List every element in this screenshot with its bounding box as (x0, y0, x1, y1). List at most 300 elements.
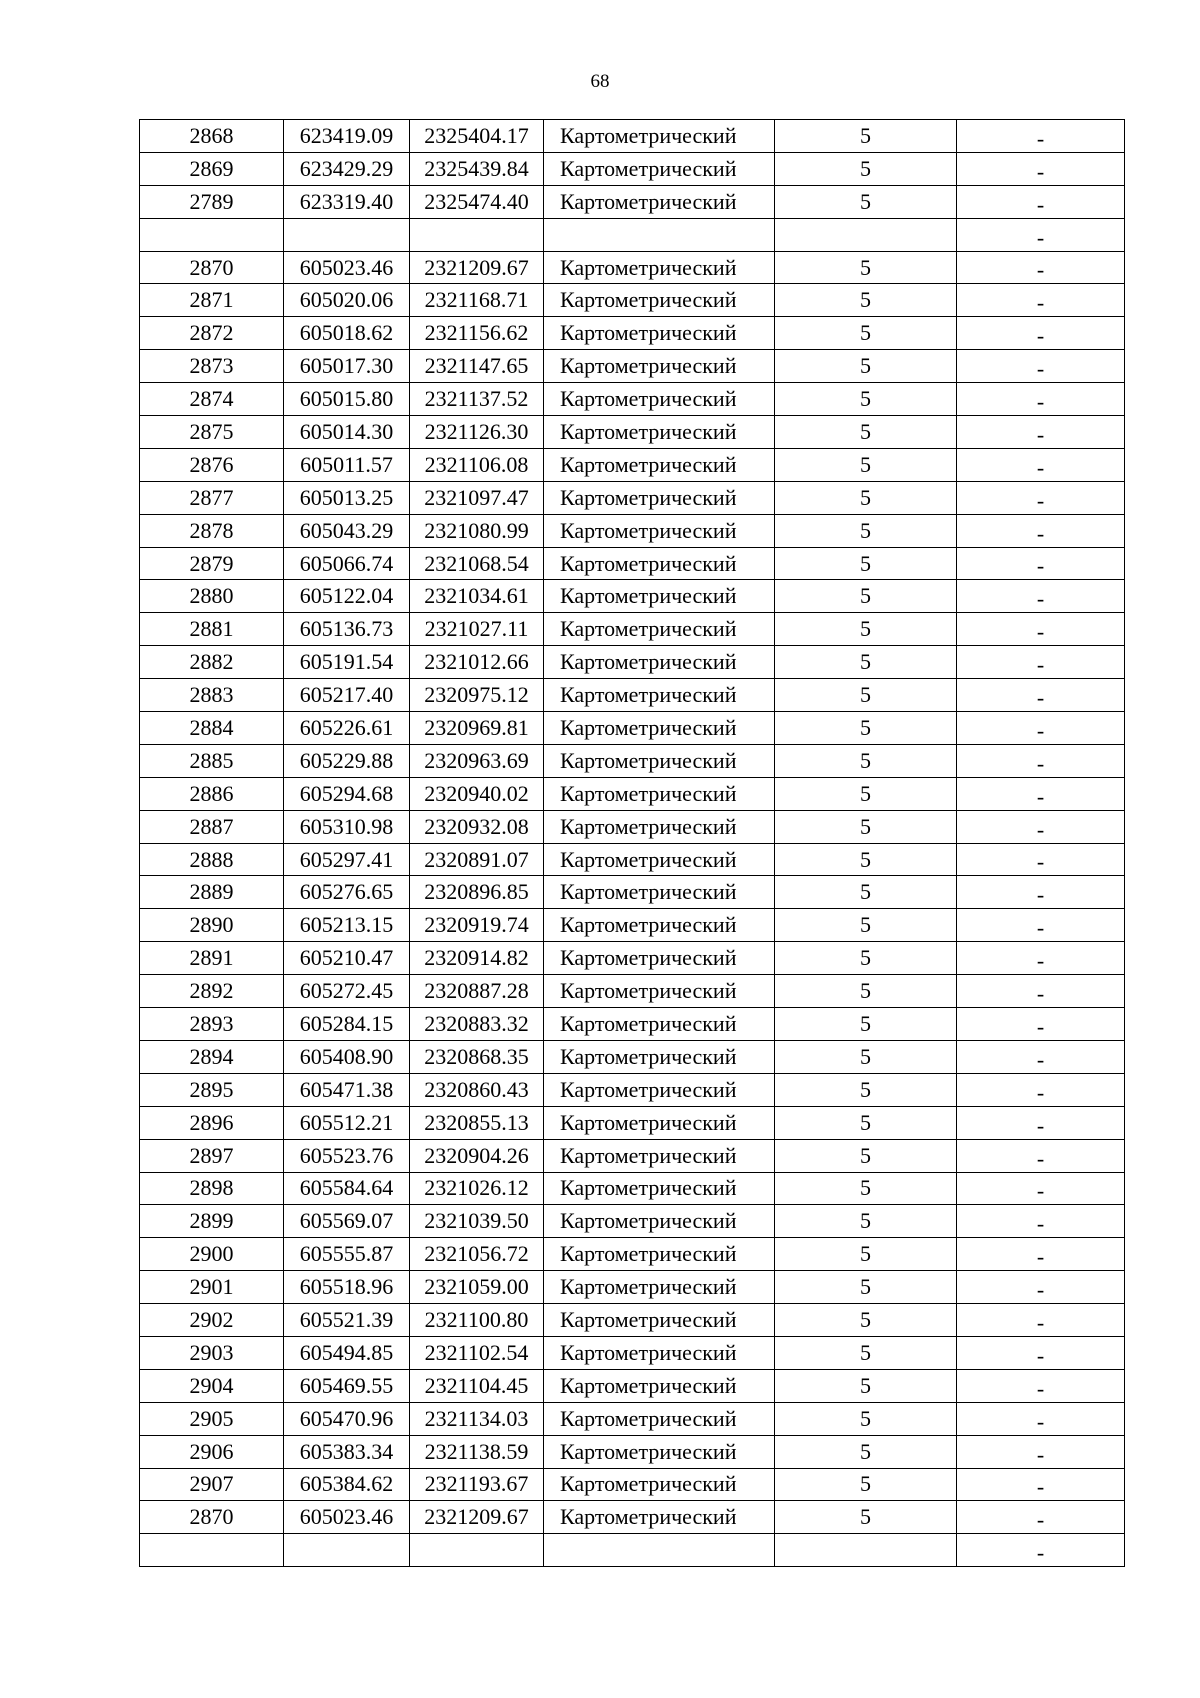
accuracy-cell: 5 (775, 448, 957, 481)
accuracy-cell: 5 (775, 1238, 957, 1271)
accuracy-cell: 5 (775, 810, 957, 843)
method-cell: Картометрический (544, 613, 775, 646)
note-cell: - (957, 1369, 1125, 1402)
table-row (140, 1106, 1125, 1139)
point-number-cell: 2900 (140, 1238, 284, 1271)
table-row (140, 218, 1125, 251)
table-row (140, 416, 1125, 449)
accuracy-cell: 5 (775, 350, 957, 383)
accuracy-cell: 5 (775, 383, 957, 416)
table-row (140, 744, 1125, 777)
x-coordinate-cell: 605276.65 (284, 876, 410, 909)
point-number-cell: 2882 (140, 646, 284, 679)
table-row (140, 1336, 1125, 1369)
point-number-cell: 2891 (140, 942, 284, 975)
accuracy-cell: 5 (775, 942, 957, 975)
method-cell: Картометрический (544, 1435, 775, 1468)
x-coordinate-cell: 623419.09 (284, 120, 410, 153)
table-row (140, 1073, 1125, 1106)
note-cell: - (957, 1073, 1125, 1106)
table-row (140, 646, 1125, 679)
table-row (140, 1468, 1125, 1501)
point-number-cell: 2877 (140, 481, 284, 514)
point-number-cell: 2868 (140, 120, 284, 153)
note-cell: - (957, 613, 1125, 646)
table-row (140, 1369, 1125, 1402)
x-coordinate-cell: 605066.74 (284, 547, 410, 580)
y-coordinate-cell: 2320855.13 (410, 1106, 544, 1139)
note-cell: - (957, 975, 1125, 1008)
method-cell: Картометрический (544, 284, 775, 317)
accuracy-cell: 5 (775, 152, 957, 185)
point-number-cell: 2904 (140, 1369, 284, 1402)
accuracy-cell: 5 (775, 1468, 957, 1501)
x-coordinate-cell: 605512.21 (284, 1106, 410, 1139)
x-coordinate-cell: 605011.57 (284, 448, 410, 481)
x-coordinate-cell: 605383.34 (284, 1435, 410, 1468)
table-row (140, 876, 1125, 909)
table-row (140, 350, 1125, 383)
note-cell: - (957, 1040, 1125, 1073)
y-coordinate-cell: 2320940.02 (410, 777, 544, 810)
x-coordinate-cell: 605023.46 (284, 251, 410, 284)
point-number-cell: 2870 (140, 1501, 284, 1534)
point-number-cell: 2875 (140, 416, 284, 449)
method-cell: Картометрический (544, 712, 775, 745)
point-number-cell: 2879 (140, 547, 284, 580)
point-number-cell: 2902 (140, 1304, 284, 1337)
x-coordinate-cell: 605015.80 (284, 383, 410, 416)
accuracy-cell: 5 (775, 1008, 957, 1041)
table-row (140, 185, 1125, 218)
note-cell: - (957, 1238, 1125, 1271)
note-cell: - (957, 876, 1125, 909)
table-row (140, 810, 1125, 843)
y-coordinate-cell: 2321106.08 (410, 448, 544, 481)
method-cell: Картометрический (544, 1008, 775, 1041)
x-coordinate-cell: 605494.85 (284, 1336, 410, 1369)
point-number-cell: 2907 (140, 1468, 284, 1501)
table-row (140, 777, 1125, 810)
point-number-cell: 2901 (140, 1271, 284, 1304)
accuracy-cell: 5 (775, 909, 957, 942)
y-coordinate-cell: 2321209.67 (410, 251, 544, 284)
point-number-cell: 2789 (140, 185, 284, 218)
accuracy-cell: 5 (775, 1040, 957, 1073)
method-cell: Картометрический (544, 1468, 775, 1501)
x-coordinate-cell: 605569.07 (284, 1205, 410, 1238)
y-coordinate-cell: 2325439.84 (410, 152, 544, 185)
y-coordinate-cell: 2321012.66 (410, 646, 544, 679)
note-cell: - (957, 1008, 1125, 1041)
point-number-cell: 2873 (140, 350, 284, 383)
table-row (140, 317, 1125, 350)
note-cell: - (957, 679, 1125, 712)
method-cell: Картометрический (544, 1271, 775, 1304)
point-number-cell: 2869 (140, 152, 284, 185)
accuracy-cell: 5 (775, 975, 957, 1008)
point-number-cell: 2889 (140, 876, 284, 909)
y-coordinate-cell: 2321100.80 (410, 1304, 544, 1337)
table-row (140, 120, 1125, 153)
accuracy-cell (775, 218, 957, 251)
x-coordinate-cell: 605470.96 (284, 1402, 410, 1435)
note-cell: - (957, 514, 1125, 547)
x-coordinate-cell: 605555.87 (284, 1238, 410, 1271)
note-cell: - (957, 416, 1125, 449)
y-coordinate-cell: 2321104.45 (410, 1369, 544, 1402)
note-cell: - (957, 547, 1125, 580)
y-coordinate-cell: 2321039.50 (410, 1205, 544, 1238)
note-cell: - (957, 185, 1125, 218)
note-cell: - (957, 1468, 1125, 1501)
point-number-cell: 2905 (140, 1402, 284, 1435)
method-cell: Картометрический (544, 679, 775, 712)
method-cell: Картометрический (544, 1501, 775, 1534)
table-row (140, 909, 1125, 942)
method-cell: Картометрический (544, 646, 775, 679)
y-coordinate-cell: 2321209.67 (410, 1501, 544, 1534)
note-cell: - (957, 120, 1125, 153)
y-coordinate-cell: 2321134.03 (410, 1402, 544, 1435)
note-cell: - (957, 580, 1125, 613)
table-row (140, 679, 1125, 712)
table-row (140, 1238, 1125, 1271)
method-cell: Картометрический (544, 1205, 775, 1238)
table-row (140, 547, 1125, 580)
x-coordinate-cell: 605191.54 (284, 646, 410, 679)
y-coordinate-cell: 2320887.28 (410, 975, 544, 1008)
x-coordinate-cell: 623429.29 (284, 152, 410, 185)
accuracy-cell: 5 (775, 1501, 957, 1534)
y-coordinate-cell: 2321068.54 (410, 547, 544, 580)
method-cell: Картометрический (544, 547, 775, 580)
x-coordinate-cell: 605584.64 (284, 1172, 410, 1205)
table-row (140, 251, 1125, 284)
method-cell: Картометрический (544, 514, 775, 547)
x-coordinate-cell: 605018.62 (284, 317, 410, 350)
table-row (140, 1008, 1125, 1041)
accuracy-cell: 5 (775, 1271, 957, 1304)
y-coordinate-cell: 2321168.71 (410, 284, 544, 317)
table-row (140, 1501, 1125, 1534)
method-cell (544, 1534, 775, 1567)
accuracy-cell: 5 (775, 1073, 957, 1106)
accuracy-cell: 5 (775, 679, 957, 712)
y-coordinate-cell: 2321137.52 (410, 383, 544, 416)
table-row (140, 1205, 1125, 1238)
table-row (140, 1040, 1125, 1073)
method-cell: Картометрический (544, 1336, 775, 1369)
point-number-cell: 2884 (140, 712, 284, 745)
x-coordinate-cell: 605384.62 (284, 1468, 410, 1501)
point-number-cell: 2878 (140, 514, 284, 547)
note-cell: - (957, 152, 1125, 185)
method-cell: Картометрический (544, 317, 775, 350)
table-row (140, 975, 1125, 1008)
y-coordinate-cell (410, 218, 544, 251)
table-row (140, 383, 1125, 416)
note-cell: - (957, 383, 1125, 416)
method-cell: Картометрический (544, 350, 775, 383)
accuracy-cell: 5 (775, 1402, 957, 1435)
method-cell: Картометрический (544, 120, 775, 153)
accuracy-cell: 5 (775, 185, 957, 218)
accuracy-cell: 5 (775, 120, 957, 153)
table-row (140, 580, 1125, 613)
note-cell: - (957, 646, 1125, 679)
y-coordinate-cell: 2321080.99 (410, 514, 544, 547)
y-coordinate-cell: 2321034.61 (410, 580, 544, 613)
table-row (140, 1271, 1125, 1304)
accuracy-cell: 5 (775, 251, 957, 284)
accuracy-cell: 5 (775, 1106, 957, 1139)
accuracy-cell: 5 (775, 547, 957, 580)
point-number-cell: 2888 (140, 843, 284, 876)
point-number-cell: 2903 (140, 1336, 284, 1369)
table-row (140, 1402, 1125, 1435)
x-coordinate-cell: 605294.68 (284, 777, 410, 810)
method-cell: Картометрический (544, 1040, 775, 1073)
note-cell: - (957, 1336, 1125, 1369)
method-cell: Картометрический (544, 843, 775, 876)
note-cell: - (957, 810, 1125, 843)
accuracy-cell: 5 (775, 1304, 957, 1337)
note-cell: - (957, 1435, 1125, 1468)
x-coordinate-cell: 605521.39 (284, 1304, 410, 1337)
table-row (140, 942, 1125, 975)
note-cell: - (957, 1534, 1125, 1567)
y-coordinate-cell: 2320919.74 (410, 909, 544, 942)
note-cell: - (957, 317, 1125, 350)
accuracy-cell: 5 (775, 1435, 957, 1468)
y-coordinate-cell: 2321059.00 (410, 1271, 544, 1304)
method-cell: Картометрический (544, 383, 775, 416)
point-number-cell: 2886 (140, 777, 284, 810)
point-number-cell (140, 1534, 284, 1567)
note-cell: - (957, 1501, 1125, 1534)
coordinates-table-body (140, 120, 1125, 1567)
y-coordinate-cell: 2320896.85 (410, 876, 544, 909)
point-number-cell: 2870 (140, 251, 284, 284)
x-coordinate-cell: 605217.40 (284, 679, 410, 712)
method-cell: Картометрический (544, 1106, 775, 1139)
x-coordinate-cell: 605469.55 (284, 1369, 410, 1402)
y-coordinate-cell: 2320891.07 (410, 843, 544, 876)
method-cell: Картометрический (544, 942, 775, 975)
x-coordinate-cell: 605020.06 (284, 284, 410, 317)
y-coordinate-cell: 2321138.59 (410, 1435, 544, 1468)
table-row (140, 1435, 1125, 1468)
x-coordinate-cell (284, 218, 410, 251)
y-coordinate-cell: 2320914.82 (410, 942, 544, 975)
point-number-cell: 2876 (140, 448, 284, 481)
method-cell: Картометрический (544, 1073, 775, 1106)
x-coordinate-cell: 605122.04 (284, 580, 410, 613)
point-number-cell: 2906 (140, 1435, 284, 1468)
point-number-cell: 2885 (140, 744, 284, 777)
x-coordinate-cell: 605284.15 (284, 1008, 410, 1041)
note-cell: - (957, 712, 1125, 745)
note-cell: - (957, 744, 1125, 777)
note-cell: - (957, 1139, 1125, 1172)
x-coordinate-cell: 605518.96 (284, 1271, 410, 1304)
table-row (140, 1172, 1125, 1205)
y-coordinate-cell: 2320904.26 (410, 1139, 544, 1172)
x-coordinate-cell: 605523.76 (284, 1139, 410, 1172)
method-cell: Картометрический (544, 744, 775, 777)
accuracy-cell: 5 (775, 514, 957, 547)
table-row (140, 613, 1125, 646)
point-number-cell: 2890 (140, 909, 284, 942)
note-cell: - (957, 1304, 1125, 1337)
x-coordinate-cell: 605408.90 (284, 1040, 410, 1073)
point-number-cell: 2883 (140, 679, 284, 712)
accuracy-cell: 5 (775, 744, 957, 777)
y-coordinate-cell: 2321102.54 (410, 1336, 544, 1369)
x-coordinate-cell: 605210.47 (284, 942, 410, 975)
method-cell: Картометрический (544, 975, 775, 1008)
method-cell: Картометрический (544, 1139, 775, 1172)
y-coordinate-cell: 2320883.32 (410, 1008, 544, 1041)
note-cell: - (957, 448, 1125, 481)
table-row (140, 481, 1125, 514)
method-cell: Картометрический (544, 448, 775, 481)
x-coordinate-cell: 605136.73 (284, 613, 410, 646)
point-number-cell: 2893 (140, 1008, 284, 1041)
note-cell: - (957, 1106, 1125, 1139)
x-coordinate-cell: 605229.88 (284, 744, 410, 777)
method-cell: Картометрический (544, 580, 775, 613)
table-row (140, 1534, 1125, 1567)
x-coordinate-cell: 605023.46 (284, 1501, 410, 1534)
y-coordinate-cell: 2321097.47 (410, 481, 544, 514)
point-number-cell: 2897 (140, 1139, 284, 1172)
note-cell: - (957, 1205, 1125, 1238)
accuracy-cell: 5 (775, 1205, 957, 1238)
x-coordinate-cell: 605471.38 (284, 1073, 410, 1106)
accuracy-cell: 5 (775, 481, 957, 514)
note-cell: - (957, 909, 1125, 942)
accuracy-cell: 5 (775, 777, 957, 810)
accuracy-cell: 5 (775, 712, 957, 745)
table-row (140, 843, 1125, 876)
point-number-cell: 2895 (140, 1073, 284, 1106)
note-cell: - (957, 1172, 1125, 1205)
accuracy-cell: 5 (775, 580, 957, 613)
method-cell: Картометрический (544, 1238, 775, 1271)
y-coordinate-cell: 2320932.08 (410, 810, 544, 843)
method-cell: Картометрический (544, 777, 775, 810)
note-cell: - (957, 1271, 1125, 1304)
y-coordinate-cell: 2321147.65 (410, 350, 544, 383)
y-coordinate-cell: 2321056.72 (410, 1238, 544, 1271)
note-cell: - (957, 218, 1125, 251)
table-row (140, 448, 1125, 481)
x-coordinate-cell: 605226.61 (284, 712, 410, 745)
x-coordinate-cell: 623319.40 (284, 185, 410, 218)
table-row (140, 712, 1125, 745)
note-cell: - (957, 284, 1125, 317)
accuracy-cell: 5 (775, 646, 957, 679)
y-coordinate-cell: 2320975.12 (410, 679, 544, 712)
point-number-cell: 2894 (140, 1040, 284, 1073)
note-cell: - (957, 942, 1125, 975)
table-row (140, 514, 1125, 547)
note-cell: - (957, 350, 1125, 383)
method-cell: Картометрический (544, 1402, 775, 1435)
y-coordinate-cell: 2321156.62 (410, 317, 544, 350)
x-coordinate-cell: 605213.15 (284, 909, 410, 942)
y-coordinate-cell (410, 1534, 544, 1567)
note-cell: - (957, 843, 1125, 876)
table-row (140, 284, 1125, 317)
note-cell: - (957, 481, 1125, 514)
note-cell: - (957, 777, 1125, 810)
point-number-cell: 2898 (140, 1172, 284, 1205)
y-coordinate-cell: 2321126.30 (410, 416, 544, 449)
table-row (140, 1139, 1125, 1172)
point-number-cell: 2872 (140, 317, 284, 350)
accuracy-cell: 5 (775, 1369, 957, 1402)
page-number: 68 (590, 71, 610, 92)
x-coordinate-cell: 605043.29 (284, 514, 410, 547)
accuracy-cell: 5 (775, 284, 957, 317)
method-cell: Картометрический (544, 909, 775, 942)
method-cell: Картометрический (544, 876, 775, 909)
accuracy-cell: 5 (775, 317, 957, 350)
accuracy-cell: 5 (775, 876, 957, 909)
accuracy-cell: 5 (775, 1139, 957, 1172)
point-number-cell: 2880 (140, 580, 284, 613)
coordinates-table (139, 119, 1125, 1567)
x-coordinate-cell: 605017.30 (284, 350, 410, 383)
y-coordinate-cell: 2321027.11 (410, 613, 544, 646)
method-cell: Картометрический (544, 1369, 775, 1402)
x-coordinate-cell: 605014.30 (284, 416, 410, 449)
accuracy-cell: 5 (775, 1172, 957, 1205)
note-cell: - (957, 1402, 1125, 1435)
point-number-cell: 2899 (140, 1205, 284, 1238)
point-number-cell: 2892 (140, 975, 284, 1008)
x-coordinate-cell: 605272.45 (284, 975, 410, 1008)
method-cell: Картометрический (544, 1304, 775, 1337)
point-number-cell: 2874 (140, 383, 284, 416)
table-row (140, 1304, 1125, 1337)
method-cell: Картометрический (544, 185, 775, 218)
y-coordinate-cell: 2320969.81 (410, 712, 544, 745)
note-cell: - (957, 251, 1125, 284)
point-number-cell (140, 218, 284, 251)
x-coordinate-cell: 605310.98 (284, 810, 410, 843)
method-cell: Картометрический (544, 810, 775, 843)
method-cell (544, 218, 775, 251)
y-coordinate-cell: 2320860.43 (410, 1073, 544, 1106)
y-coordinate-cell: 2320868.35 (410, 1040, 544, 1073)
accuracy-cell: 5 (775, 416, 957, 449)
x-coordinate-cell: 605013.25 (284, 481, 410, 514)
accuracy-cell (775, 1534, 957, 1567)
x-coordinate-cell: 605297.41 (284, 843, 410, 876)
method-cell: Картометрический (544, 481, 775, 514)
method-cell: Картометрический (544, 416, 775, 449)
point-number-cell: 2896 (140, 1106, 284, 1139)
accuracy-cell: 5 (775, 613, 957, 646)
y-coordinate-cell: 2320963.69 (410, 744, 544, 777)
point-number-cell: 2887 (140, 810, 284, 843)
y-coordinate-cell: 2325404.17 (410, 120, 544, 153)
y-coordinate-cell: 2325474.40 (410, 185, 544, 218)
